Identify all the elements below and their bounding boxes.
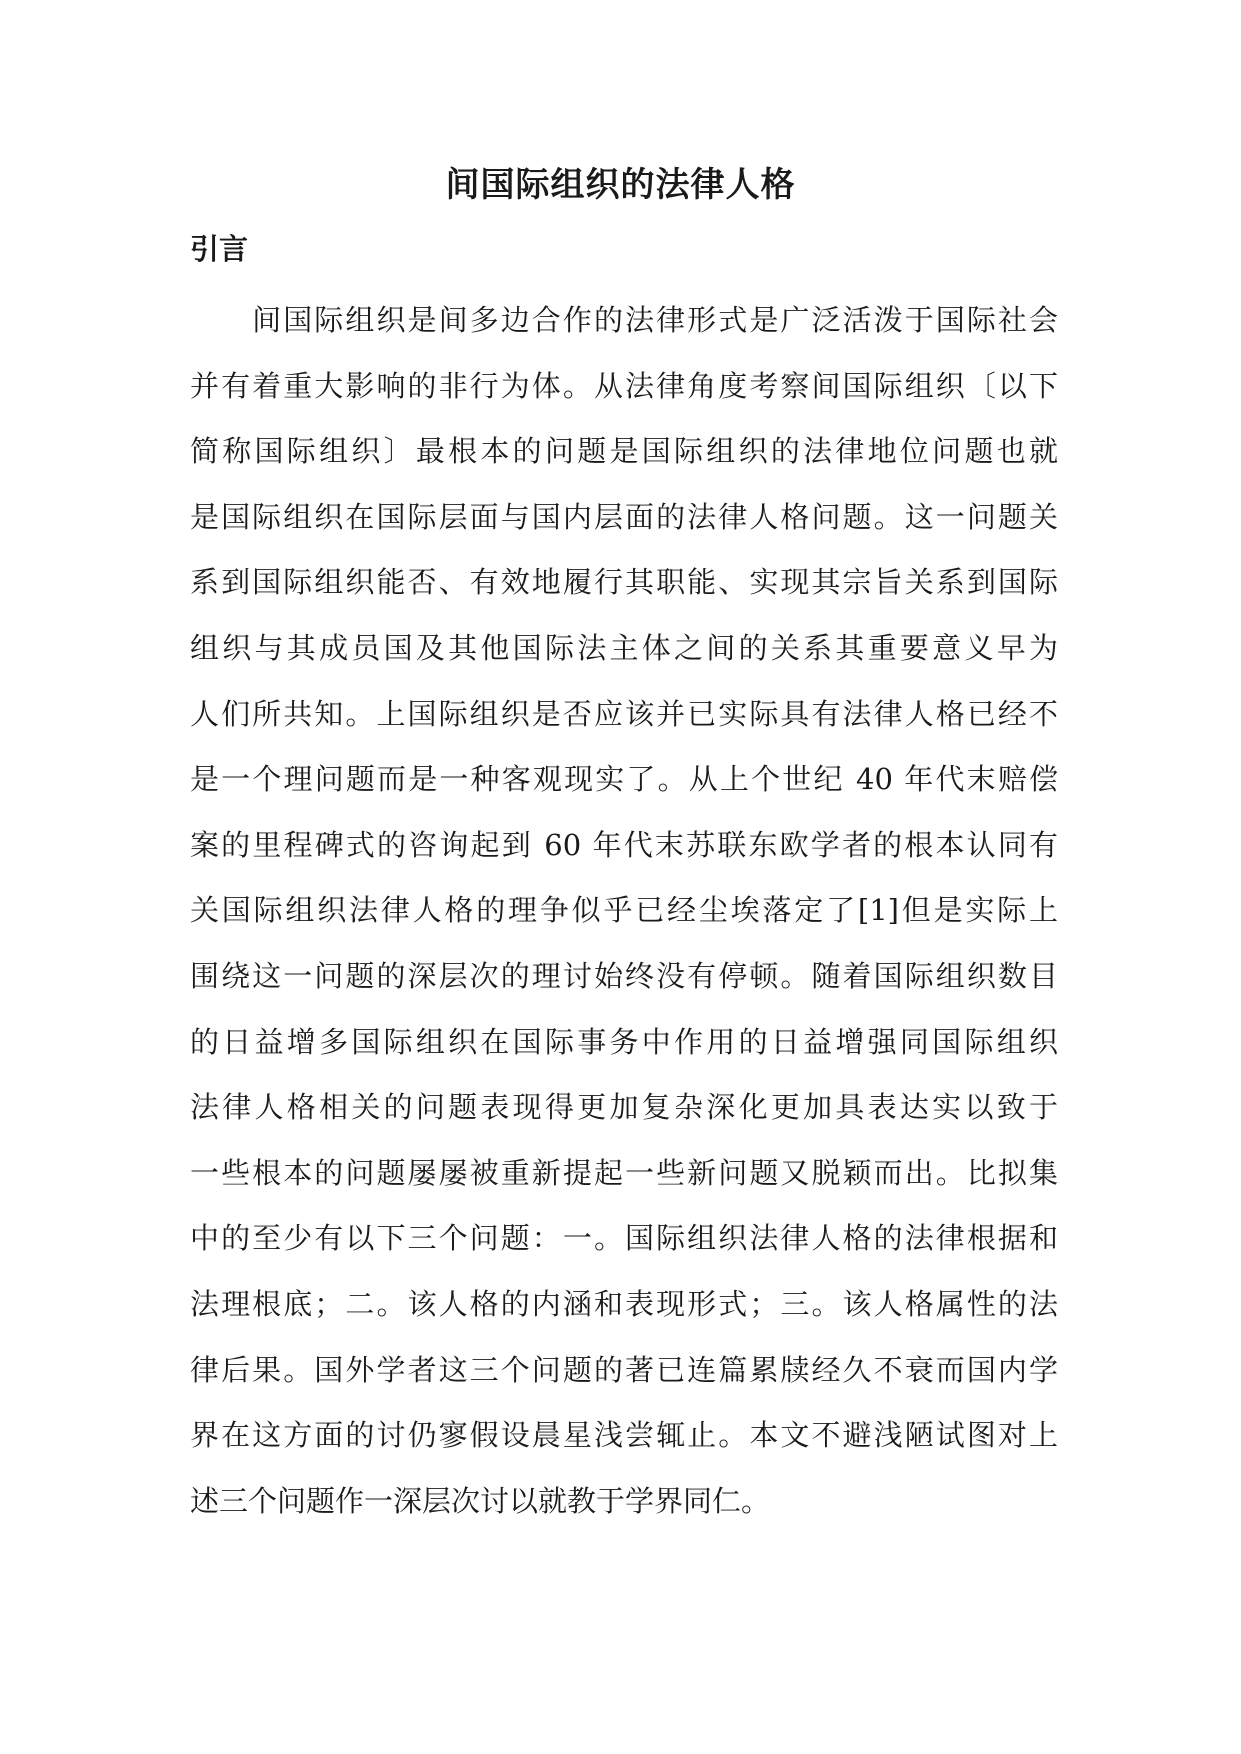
paragraph-line: 关国际组织法律人格的理争似乎已经尘埃落定了[1]但是实际上 xyxy=(190,893,1058,928)
paragraph-line: 述三个问题作一深层次讨以就教于学界同仁。 xyxy=(190,1483,771,1518)
paragraph-line: 案的里程碑式的咨询起到 60 年代末苏联东欧学者的根本认同有 xyxy=(190,827,1058,862)
paragraph-line: 中的至少有以下三个问题：一。国际组织法律人格的法律根据和 xyxy=(190,1221,1058,1256)
paragraph-line: 法理根底；二。该人格的内涵和表现形式；三。该人格属性的法 xyxy=(190,1286,1058,1321)
paragraph-line: 律后果。国外学者这三个问题的著已连篇累牍经久不衰而国内学 xyxy=(190,1352,1058,1387)
paragraph-line: 是国际组织在国际层面与国内层面的法律人格问题。这一问题关 xyxy=(190,499,1058,534)
document-title: 间国际组织的法律人格 xyxy=(445,165,796,205)
paragraph-line: 简称国际组织〕最根本的问题是国际组织的法律地位问题也就 xyxy=(190,434,1058,469)
introduction-paragraph xyxy=(190,288,1058,1534)
section-heading-introduction: 引言 xyxy=(190,232,249,266)
paragraph-line: 人们所共知。上国际组织是否应该并已实际具有法律人格已经不 xyxy=(190,696,1058,731)
paragraph-line: 界在这方面的讨仍寥假设晨星浅尝辄止。本文不避浅陋试图对上 xyxy=(190,1418,1058,1453)
paragraph-line: 系到国际组织能否、有效地履行其职能、实现其宗旨关系到国际 xyxy=(190,565,1058,600)
paragraph-line: 的日益增多国际组织在国际事务中作用的日益增强同国际组织 xyxy=(190,1024,1058,1059)
paragraph-line: 法律人格相关的问题表现得更加复杂深化更加具表达实以致于 xyxy=(190,1090,1058,1125)
paragraph-line: 组织与其成员国及其他国际法主体之间的关系其重要意义早为 xyxy=(190,630,1058,665)
paragraph-line: 并有着重大影响的非行为体。从法律角度考察间国际组织〔以下 xyxy=(190,368,1058,403)
paragraph-line: 围绕这一问题的深层次的理讨始终没有停顿。随着国际组织数目 xyxy=(190,958,1058,993)
paragraph-line: 间国际组织是间多边合作的法律形式是广泛活泼于国际社会 xyxy=(190,303,1058,337)
paragraph-line: 是一个理问题而是一种客观现实了。从上个世纪 40 年代末赔偿 xyxy=(190,762,1058,797)
paragraph-line: 一些根本的问题屡屡被重新提起一些新问题又脱颖而出。比拟集 xyxy=(190,1155,1058,1190)
